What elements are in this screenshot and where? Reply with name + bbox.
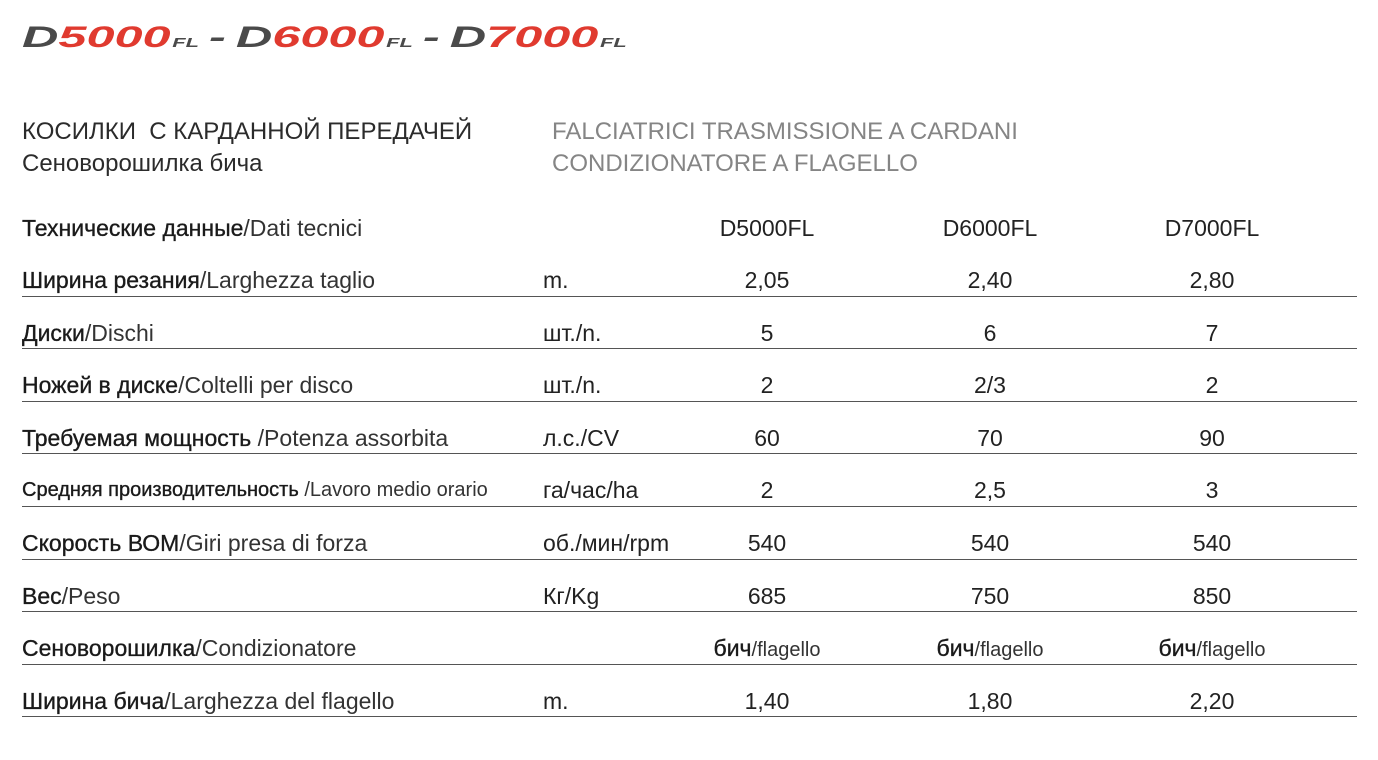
value-d6000fl: 6 [983,319,997,346]
spec-unit: Кг/Kg [543,582,600,609]
spec-heading-label [22,212,362,244]
title-prefix: D [22,21,59,54]
header-ru-line-2: Сеноворошилка бича [22,150,263,177]
value-it: /flagello [974,639,1044,662]
spec-label [22,422,448,454]
spec-row-discs [22,297,1357,350]
spec-heading-ru: Технические данные [22,215,244,241]
value-d5000fl: 1,40 [744,687,790,714]
value-it: /flagello [1196,639,1266,662]
value-d6000fl: 70 [977,424,1003,451]
spec-label-ru: Сеноворошилка [22,635,196,662]
spec-row-weight [22,560,1357,613]
spec-label-it: /Larghezza del flagello [164,687,395,714]
model-header-d7000fl: D7000FL [1164,215,1260,241]
spec-label-it: /Dischi [84,319,154,346]
spec-label-it: /Potenza assorbita [257,424,449,451]
spec-label-it: /Larghezza taglio [199,267,376,293]
spec-label-it: /Coltelli per disco [178,372,354,399]
title-number: 7000 [486,21,599,54]
spec-label-it: /Peso [61,582,121,609]
spec-label-it: /Giri presa di forza [179,529,368,556]
header-it-line-2: CONDIZIONATORE A FLAGELLO [552,150,918,177]
spec-label-ru: Средняя производительность [22,479,305,502]
page-title [22,20,627,56]
value-d6000fl: 1,80 [967,687,1013,714]
value-d7000fl: 2,80 [1189,267,1235,293]
spec-label-ru: Ножей в диске [22,372,179,399]
spec-unit: л.с./CV [543,424,620,451]
spec-label [22,264,375,296]
model-header-d6000fl: D6000FL [942,215,1038,241]
spec-unit: об./мин/rpm [543,529,670,556]
spec-row-flail-width [22,665,1357,718]
value-ru: бич [1158,635,1197,662]
value-d5000fl: 2 [760,477,774,504]
title-prefix: D [235,21,273,54]
title-suffix: FL [599,35,627,50]
title-model-d5000fl [22,20,199,56]
value-d6000fl: 2,40 [967,267,1013,293]
value-d7000fl: 2,20 [1189,687,1235,714]
spec-label [22,369,353,401]
value-d6000fl: 2,5 [974,477,1006,504]
value-it: /flagello [751,639,821,662]
title-suffix: FL [172,35,199,50]
title-model-d7000fl [450,20,627,56]
title-separator: - [422,21,440,54]
spec-row-pto-speed [22,507,1357,560]
title-suffix: FL [386,35,413,50]
header-it-line-1: FALCIATRICI TRASMISSIONE A CARDANI [552,118,1018,145]
spec-row-cutting-width [22,244,1357,297]
spec-label-ru: Диски [22,319,85,346]
spec-unit: шт./n. [543,319,602,346]
value-d5000fl: 2 [760,372,774,399]
value-d7000fl: 850 [1192,582,1232,609]
spec-table-heading [22,212,1357,244]
spec-label [22,317,154,349]
spec-label-it: /Lavoro medio orario [304,479,488,502]
value-d7000fl: 2 [1205,372,1219,399]
spec-unit: m. [543,687,569,714]
spec-row-power-required [22,402,1357,455]
title-number: 6000 [272,21,385,54]
value-d5000fl: 2,05 [744,267,790,293]
value-d7000fl: 3 [1205,477,1219,504]
spec-label [22,632,356,664]
title-prefix: D [449,21,487,54]
spec-label-ru: Ширина бича [22,687,165,714]
spec-label [22,580,120,612]
spec-label-ru: Требуемая мощность [22,424,258,451]
value-d7000fl: 90 [1199,424,1225,451]
value-d6000fl: 2/3 [974,372,1006,399]
spec-row-conditioner [22,612,1357,665]
value-d6000fl: 540 [970,529,1010,556]
title-number: 5000 [58,21,171,54]
spec-label [22,685,394,717]
spec-row-average-output [22,454,1357,507]
spec-unit: m. [543,267,569,293]
spec-label-it: /Condizionatore [195,635,357,662]
header-ru-line-1: КОСИЛКИ С КАРДАННОЙ ПЕРЕДАЧЕЙ [22,118,473,145]
value-d5000fl [667,632,867,666]
spec-unit: га/час/ha [543,477,639,504]
value-d5000fl: 5 [760,319,774,346]
value-d6000fl [890,632,1090,666]
spec-label-ru: Вес [22,582,62,609]
value-d5000fl: 60 [754,424,780,451]
spec-label [22,474,488,506]
spec-heading-it: /Dati tecnici [243,215,363,241]
value-d7000fl [1112,632,1312,666]
model-header-d5000fl: D5000FL [719,215,815,241]
spec-label-ru: Ширина резания [22,267,200,293]
title-separator: - [209,21,226,54]
spec-table [22,244,1357,717]
value-d5000fl: 685 [747,582,787,609]
value-d7000fl: 7 [1205,319,1219,346]
value-d5000fl: 540 [747,529,787,556]
spec-label-ru: Скорость ВОМ [22,529,180,556]
value-ru: бич [713,635,752,662]
value-d7000fl: 540 [1192,529,1232,556]
value-d6000fl: 750 [970,582,1010,609]
spec-row-knives-per-disc [22,349,1357,402]
spec-unit: шт./n. [543,372,602,399]
spec-label [22,527,367,559]
title-model-d6000fl [236,20,413,56]
value-ru: бич [936,635,975,662]
